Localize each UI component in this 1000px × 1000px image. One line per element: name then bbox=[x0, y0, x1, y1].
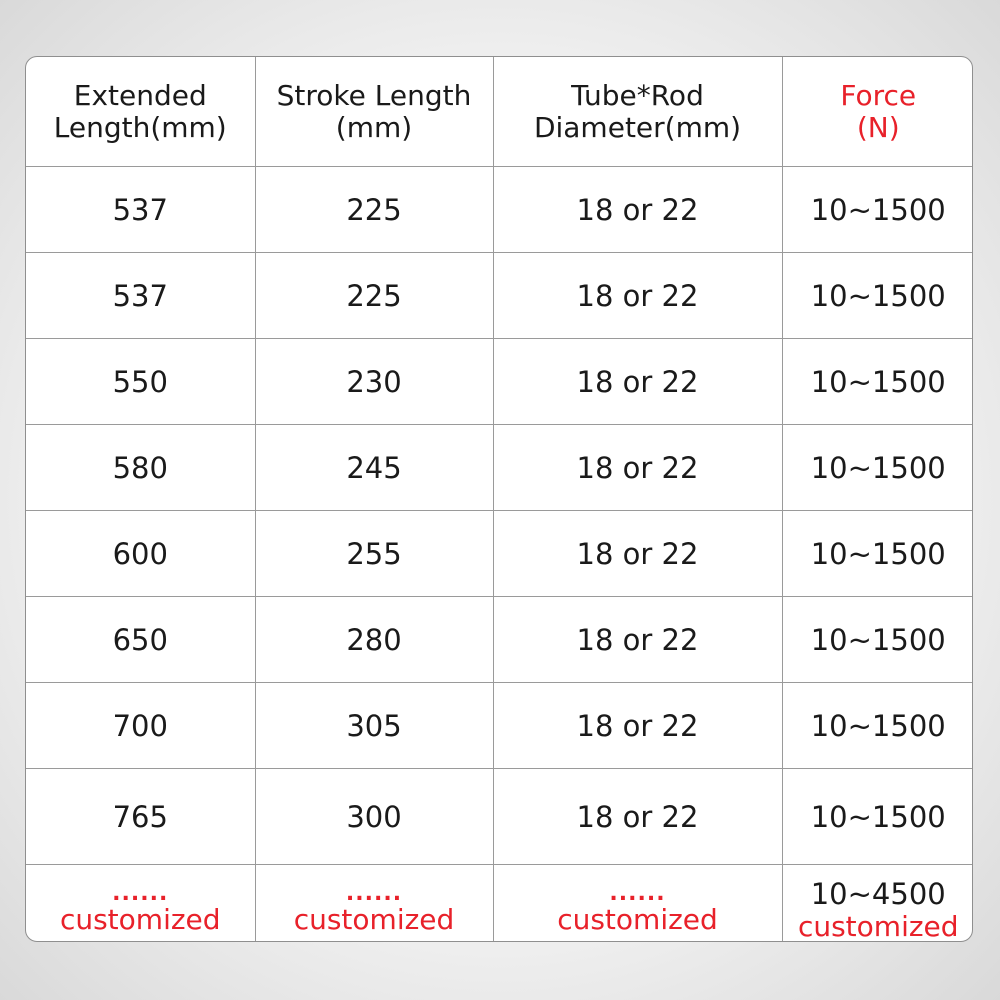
cell-stroke-length: 255 bbox=[255, 511, 493, 597]
cell-customized-force bbox=[782, 865, 973, 943]
header-extended-length: Extended Length(mm) bbox=[26, 57, 255, 167]
cell-customized-stroke-length bbox=[255, 865, 493, 943]
cell-customized-diameter bbox=[493, 865, 782, 943]
cell-extended-length: 650 bbox=[26, 597, 255, 683]
cell-stroke-length: 230 bbox=[255, 339, 493, 425]
cell-customized-extended-length bbox=[26, 865, 255, 943]
cell-diameter: 18 or 22 bbox=[493, 769, 782, 865]
cell-extended-length: 600 bbox=[26, 511, 255, 597]
cell-extended-length: 537 bbox=[26, 253, 255, 339]
cell-diameter: 18 or 22 bbox=[493, 167, 782, 253]
ellipsis-dots: ...... bbox=[112, 881, 169, 906]
cell-force: 10~1500 bbox=[782, 597, 973, 683]
spec-table-card bbox=[25, 56, 973, 942]
cell-stroke-length: 225 bbox=[255, 167, 493, 253]
customized-label: customized bbox=[557, 903, 718, 936]
cell-stroke-length: 280 bbox=[255, 597, 493, 683]
table-row bbox=[26, 425, 973, 511]
cell-extended-length: 580 bbox=[26, 425, 255, 511]
cell-extended-length: 700 bbox=[26, 683, 255, 769]
cell-force: 10~1500 bbox=[782, 253, 973, 339]
cell-stroke-length: 305 bbox=[255, 683, 493, 769]
header-force: Force (N) bbox=[782, 57, 973, 167]
cell-diameter: 18 or 22 bbox=[493, 683, 782, 769]
cell-diameter: 18 or 22 bbox=[493, 253, 782, 339]
spec-table bbox=[26, 57, 973, 942]
customized-row bbox=[26, 865, 973, 943]
header-row bbox=[26, 57, 973, 167]
cell-force: 10~1500 bbox=[782, 683, 973, 769]
header-stroke-length: Stroke Length (mm) bbox=[255, 57, 493, 167]
customized-label: customized bbox=[59, 903, 221, 936]
cell-force: 10~1500 bbox=[782, 425, 973, 511]
customized-label: customized bbox=[293, 903, 455, 936]
cell-diameter: 18 or 22 bbox=[493, 511, 782, 597]
cell-diameter: 18 or 22 bbox=[493, 339, 782, 425]
cell-force: 10~1500 bbox=[782, 511, 973, 597]
ellipsis-dots: ...... bbox=[345, 881, 403, 906]
table-row bbox=[26, 511, 973, 597]
cell-force: 10~1500 bbox=[782, 769, 973, 865]
cell-extended-length: 550 bbox=[26, 339, 255, 425]
cell-diameter: 18 or 22 bbox=[493, 425, 782, 511]
cell-force: 10~1500 bbox=[782, 339, 973, 425]
cell-stroke-length: 225 bbox=[255, 253, 493, 339]
cell-force: 10~1500 bbox=[782, 167, 973, 253]
cell-diameter: 18 or 22 bbox=[493, 597, 782, 683]
header-tube-rod-diameter: Tube*Rod Diameter(mm) bbox=[493, 57, 782, 167]
table-row bbox=[26, 167, 973, 253]
cell-stroke-length: 300 bbox=[255, 769, 493, 865]
table-row bbox=[26, 339, 973, 425]
table-row bbox=[26, 253, 973, 339]
ellipsis-dots: ...... bbox=[609, 881, 666, 906]
table-row bbox=[26, 769, 973, 865]
cell-extended-length: 537 bbox=[26, 167, 255, 253]
cell-stroke-length: 245 bbox=[255, 425, 493, 511]
table-row bbox=[26, 683, 973, 769]
customized-label: customized bbox=[797, 910, 959, 942]
table-row bbox=[26, 597, 973, 683]
cell-extended-length: 765 bbox=[26, 769, 255, 865]
force-range: 10~4500 bbox=[810, 877, 946, 911]
